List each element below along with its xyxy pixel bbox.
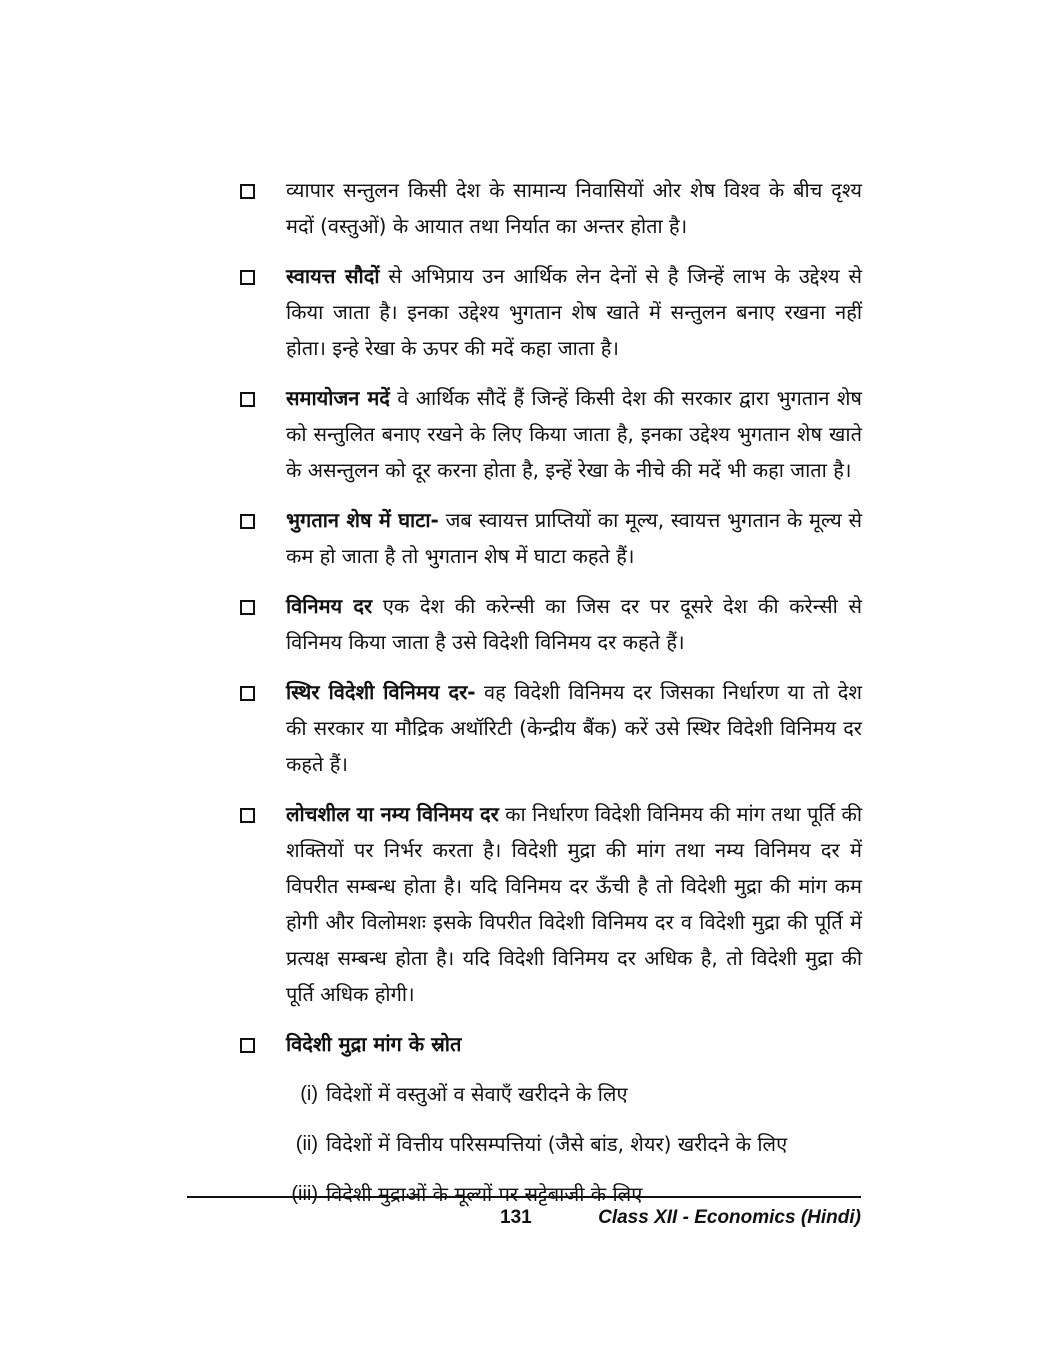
- sublist-number: (ii): [295, 1133, 318, 1155]
- item-term: समायोजन मदें: [286, 386, 390, 410]
- sources-heading: विदेशी मुद्रा मांग के स्रोत: [286, 1032, 462, 1056]
- item-term: स्वायत्त सौदों: [286, 264, 380, 288]
- checkbox-bullet-icon: [240, 514, 255, 529]
- item-text: वह विदेशी विनिमय दर जिसका निर्धारण या तो देश की सरकार या मौद्रिक अथॉरिटी (केन्द्रीय बैंक) करें उसे स्थिर विदेशी विनिमय दर कहते हैं।: [286, 680, 862, 776]
- item-term: विनिमय दर: [286, 594, 373, 618]
- list-item: [240, 258, 862, 366]
- checkbox-bullet-icon: [240, 808, 255, 823]
- list-item: [240, 796, 862, 1012]
- sources-sublist: [240, 1076, 862, 1212]
- sublist-number: (iii): [291, 1183, 318, 1205]
- sublist-text: विदेशी मुद्राओं के मूल्यों पर सट्टेबाजी के लिए: [326, 1182, 643, 1206]
- item-text: का निर्धारण विदेशी विनिमय की मांग तथा पूर्ति की शक्तियों पर निर्भर करता है। विदेशी मुद्रा की मांग तथा नम्य विनिमय दर में विपरीत सम्बन्ध होता है। यदि विनिमय दर ऊँची है तो विदेशी मुद्रा की मांग कम होगी और विलोमशः इसके विपरीत विदेशी विनिमय दर व विदेशी मुद्रा की पूर्ति में प्रत्यक्ष सम्बन्ध होता है। यदि विदेशी विनिमय दर अधिक है, तो विदेशी मुद्रा की पूर्ति अधिक होगी।: [286, 802, 862, 1006]
- item-text: वे आर्थिक सौदें हैं जिन्हें किसी देश की सरकार द्वारा भुगतान शेष को सन्तुलित बनाए रखने के लिए किया जाता है, इनका उद्देश्य भुगतान शेष खाते के असन्तुलन को दूर करना होता है, इन्हें रेखा के नीचे की मदें भी कहा जाता है।: [286, 386, 862, 482]
- list-item: [240, 502, 862, 574]
- sublist-number: (i): [300, 1083, 318, 1105]
- page-number: 131: [500, 1207, 532, 1228]
- item-term: भुगतान शेष में घाटा-: [286, 508, 439, 532]
- sublist-text: विदेशों में वस्तुओं व सेवाएँ खरीदने के लिए: [326, 1082, 628, 1106]
- footer-divider: [187, 1196, 861, 1198]
- list-item: [240, 380, 862, 488]
- page-content: [240, 172, 862, 1226]
- item-term: लोचशील या नम्य विनिमय दर: [286, 802, 499, 826]
- item-text: व्यापार सन्तुलन किसी देश के सामान्य निवासियों ओर शेष विश्व के बीच दृश्य मदों (वस्तुओं) के आयात तथा निर्यात का अन्तर होता है।: [286, 178, 862, 238]
- item-text: जब स्वायत्त प्राप्तियों का मूल्य, स्वायत्त भुगतान के मूल्य से कम हो जाता है तो भुगतान शेष में घाटा कहते हैं।: [286, 508, 863, 568]
- checkbox-bullet-icon: [240, 392, 255, 407]
- item-text: एक देश की करेन्सी का जिस दर पर दूसरे देश की करेन्सी से विनिमय किया जाता है उसे विदेशी विनिमय दर कहते हैं।: [286, 594, 862, 654]
- checkbox-bullet-icon: [240, 270, 255, 285]
- list-item: [240, 588, 862, 660]
- checkbox-bullet-icon: [240, 686, 255, 701]
- sublist-text: विदेशों में वित्तीय परिसम्पत्तियां (जैसे बांड, शेयर) खरीदने के लिए: [326, 1132, 788, 1156]
- list-item: [240, 172, 862, 244]
- checkbox-bullet-icon: [240, 1038, 255, 1053]
- sublist-item: [286, 1126, 862, 1162]
- checkbox-bullet-icon: [240, 600, 255, 615]
- list-item-sources: [240, 1026, 862, 1062]
- list-item: [240, 674, 862, 782]
- sublist-item: [286, 1076, 862, 1112]
- book-title: Class XII - Economics (Hindi): [598, 1207, 861, 1228]
- checkbox-bullet-icon: [240, 184, 255, 199]
- item-text: से अभिप्राय उन आर्थिक लेन देनों से है जिन्हें लाभ के उद्देश्य से किया जाता है। इनका उद्देश्य भुगतान शेष खाते में सन्तुलन बनाए रखना नहीं होता। इन्हे रेखा के ऊपर की मदें कहा जाता है।: [286, 264, 863, 360]
- item-term: स्थिर विदेशी विनिमय दर-: [286, 680, 476, 704]
